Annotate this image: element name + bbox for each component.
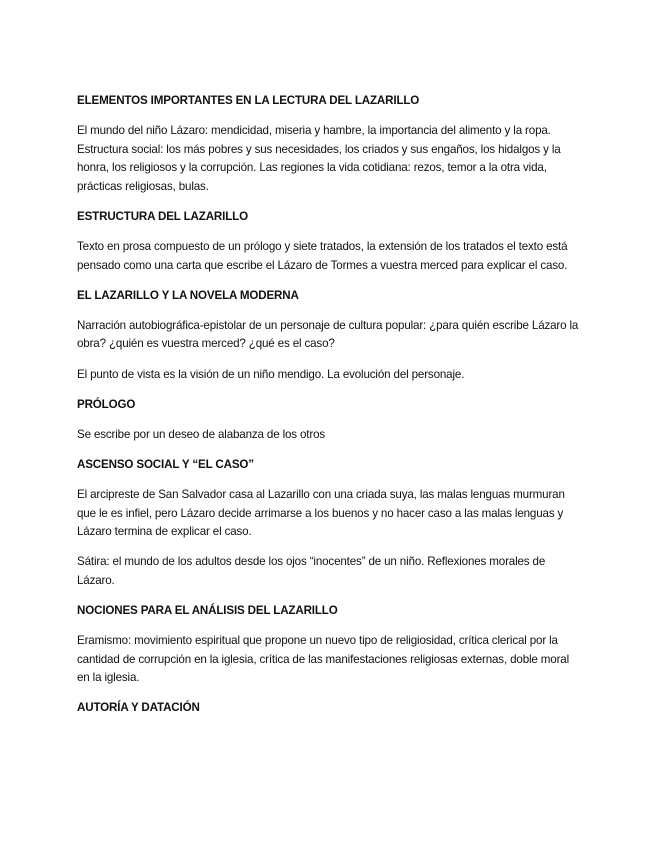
paragraph-estructura: Texto en prosa compuesto de un prólogo y siete tratados, la extensión de los tratados el texto está pensado como una carta que escribe el Lázaro de Tormes a vuestra merced para explicar el caso. [77, 240, 568, 272]
paragraph-ascenso-social-2: Sátira: el mundo de los adultos desde los ojos “inocentes” de un niño. Reflexiones morales de Lázaro. [77, 555, 546, 587]
section-heading-estructura: ESTRUCTURA DEL LAZARILLO [77, 209, 248, 223]
paragraph-elementos: El mundo del niño Lázaro: mendicidad, miseria y hambre, la importancia del alimento y la ropa. Estructura social: los más pobres y sus necesidades, los criados y sus engaños, los hidalgos y la honra, los religiosos y la corrupción. Las regiones la vida cotidiana: rezos, temor a la otra vida, prácticas religiosas, bulas. [77, 124, 561, 193]
section-heading-novela-moderna: EL LAZARILLO Y LA NOVELA MODERNA [77, 288, 299, 302]
document-body [77, 92, 582, 718]
paragraph-ascenso-social-1: El arcipreste de San Salvador casa al Lazarillo con una criada suya, las malas lenguas murmuran que le es infiel, pero Lázaro decide arrimarse a los buenos y no hacer caso a las malas lenguas y Lázaro termina de explicar el caso. [77, 487, 565, 539]
paragraph-nociones: Eramismo: movimiento espiritual que propone un nuevo tipo de religiosidad, crítica clerical por la cantidad de corrupción en la iglesia, crítica de las manifestaciones religiosas externas, doble moral en la iglesia. [77, 633, 570, 685]
section-heading-nociones: NOCIONES PARA EL ANÁLISIS DEL LAZARILLO [77, 603, 338, 617]
section-heading-ascenso-social: ASCENSO SOCIAL Y “EL CASO” [77, 457, 254, 471]
paragraph-novela-moderna-1: Narración autobiográfica-epistolar de un personaje de cultura popular: ¿para quién escribe Lázaro la obra? ¿quién es vuestra merced? ¿qué es el caso? [77, 318, 579, 351]
paragraph-novela-moderna-2: El punto de vista es la visión de un niño mendigo. La evolución del personaje. [77, 367, 465, 381]
paragraph-prologo: Se escribe por un deseo de alabanza de los otros [77, 427, 326, 441]
section-heading-autoria: AUTORÍA Y DATACIÓN [77, 701, 200, 715]
section-heading-elementos: ELEMENTOS IMPORTANTES EN LA LECTURA DEL LAZARILLO [77, 94, 420, 107]
section-heading-prologo: PRÓLOGO [77, 397, 136, 411]
